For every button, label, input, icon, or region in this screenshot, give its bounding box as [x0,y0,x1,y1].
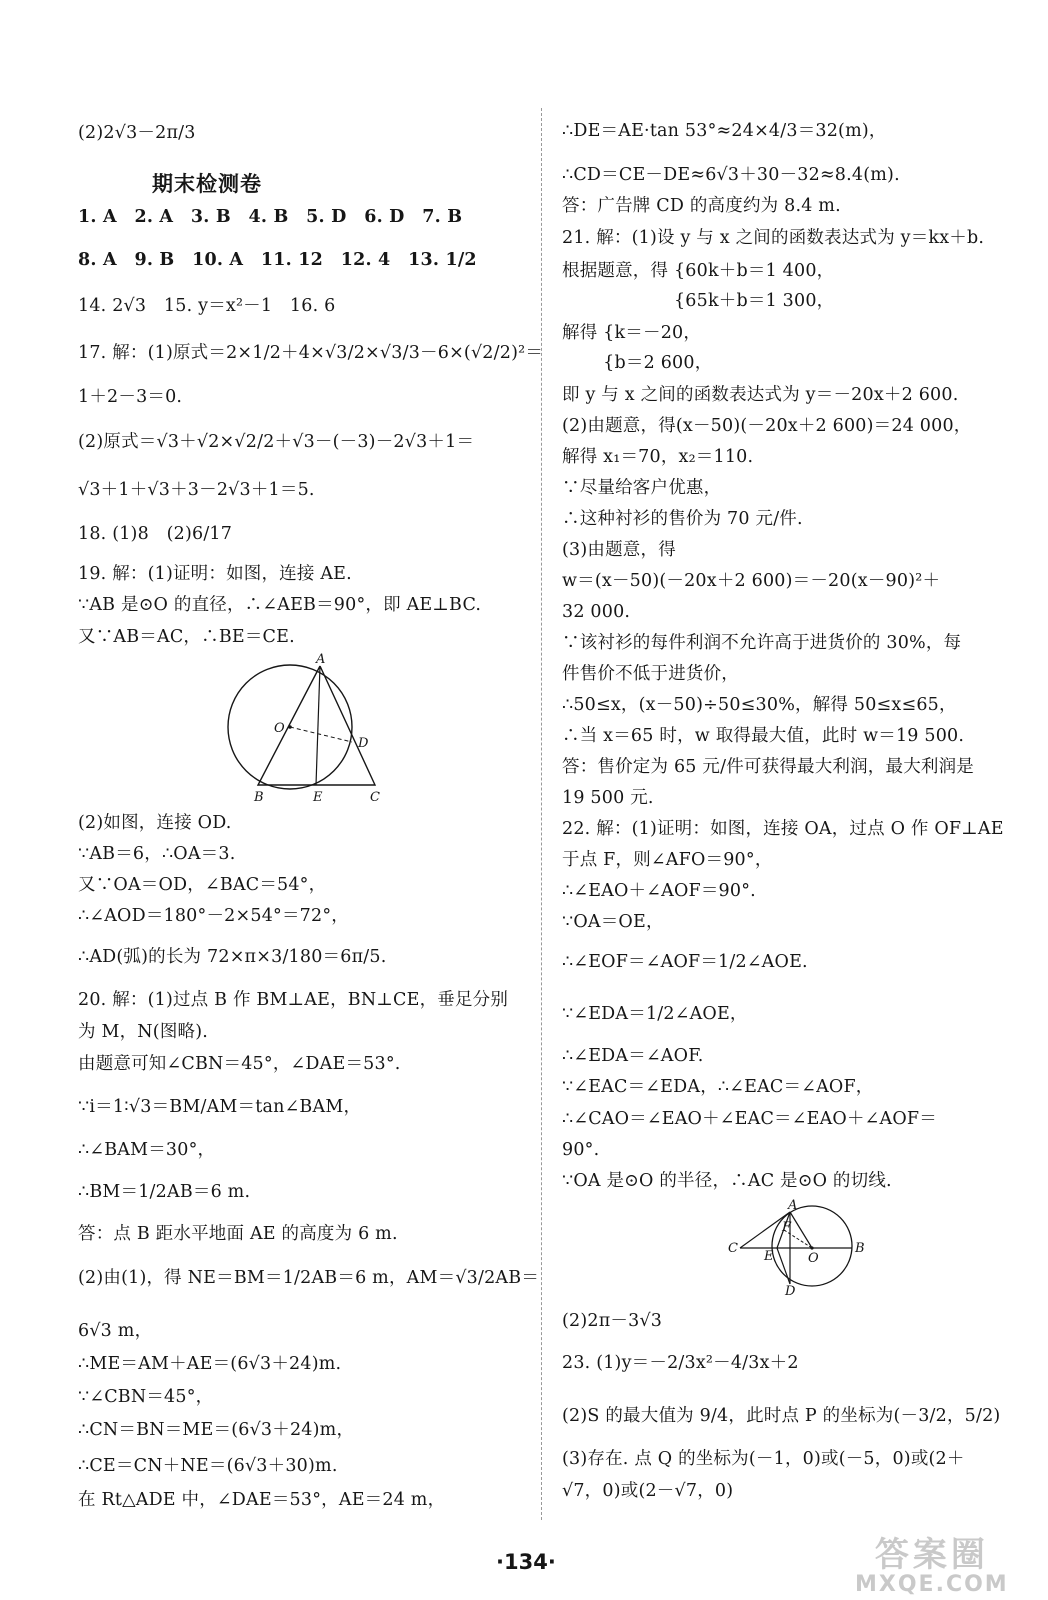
geometry-figure-tangent [722,1198,872,1298]
text-line: (2)由题意，得(x－50)(－20x＋2 600)＝24 000， [562,416,972,436]
text-line: 18. (1)8 (2)6/17 [78,524,233,544]
text-line: ∴DE＝AE·tan 53°≈24×4/3＝32(m)， [562,121,887,141]
figure2-label: F [782,1220,792,1235]
text-line: (2)如图，连接 OD. [78,813,232,833]
text-line: 21. 解：(1)设 y 与 x 之间的函数表达式为 y＝kx＋b. [562,228,985,248]
text-line: 答：售价定为 65 元/件可获得最大利润，最大利润是 [562,757,974,777]
watermark-url: MXQE.COM [855,1572,1009,1597]
text-line: 为 M，N(图略). [78,1022,209,1042]
text-line: 20. 解：(1)过点 B 作 BM⊥AE，BN⊥CE，垂足分别 [78,990,509,1010]
text-line: ∴CN＝BN＝ME＝(6√3＋24)m， [78,1420,355,1440]
text-line: (2)2√3－2π/3 [78,123,196,143]
text-line: ∴AD(弧)的长为 72×π×3/180＝6π/5. [78,947,387,967]
figure1-label: C [370,790,380,805]
geometry-figure-circle-triangle [210,652,410,807]
text-line: (2)原式＝√3＋√2×√2/2＋√3－(－3)－2√3＋1＝ [78,432,475,452]
column-divider [541,108,542,1520]
text-line: ∴∠BAM＝30°， [78,1140,216,1160]
text-line: 件售价不低于进货价， [562,664,739,684]
text-line: ∴50≤x，(x－50)÷50≤30%，解得 50≤x≤65， [562,695,957,715]
text-line: w＝(x－50)(－20x＋2 600)＝－20(x－90)²＋ [562,571,941,591]
text-line: ∴∠CAO＝∠EAO＋∠EAC＝∠EAO＋∠AOF＝ [562,1109,937,1129]
text-line: ∴∠AOD＝180°－2×54°＝72°， [78,906,349,926]
text-line: 17. 解：(1)原式＝2×1/2＋4×√3/2×√3/3－6×(√2/2)²＝ [78,343,544,363]
text-line: {65k＋b＝1 300， [562,291,835,311]
text-line: ∵AB 是⊙O 的直径，∴∠AEB＝90°，即 AE⊥BC. [78,595,482,615]
text-line: ∵∠EAC＝∠EDA，∴∠EAC＝∠AOF， [562,1077,874,1097]
text-line: (2)由(1)，得 NE＝BM＝1/2AB＝6 m，AM＝√3/2AB＝ [78,1268,540,1288]
text-line: √7，0)或(2－√7，0) [562,1481,734,1501]
figure1-label: O [274,721,285,736]
text-line: (2)S 的最大值为 9/4，此时点 P 的坐标为(－3/2，5/2) [562,1406,1001,1426]
text-line: 又∵OA＝OD，∠BAC＝54°， [78,875,327,895]
text-line: ∵尽量给客户优惠， [562,478,722,498]
text-line: ∵∠EDA＝1/2∠AOE， [562,1004,748,1024]
text-line: ∵∠CBN＝45°， [78,1387,214,1407]
figure2-label: E [764,1249,774,1264]
text-line: 23. (1)y＝－2/3x²－4/3x＋2 [562,1353,799,1373]
text-line: ∴ME＝AM＋AE＝(6√3＋24)m. [78,1354,342,1374]
figure2-label: O [808,1251,819,1266]
text-line: ∴∠EAO＋∠AOF＝90°. [562,881,756,901]
text-line: 于点 F，则∠AFO＝90°， [562,850,773,870]
text-line: 8. A 9. B 10. A 11. 12 12. 4 13. 1/2 [78,250,477,270]
text-line: ∵OA 是⊙O 的半径，∴AC 是⊙O 的切线. [562,1171,892,1191]
text-line: 答：广告牌 CD 的高度约为 8.4 m. [562,196,841,216]
text-line: 1. A 2. A 3. B 4. B 5. D 6. D 7. B [78,207,463,227]
text-line: {b＝2 600， [562,353,713,373]
text-line: (2)2π－3√3 [562,1311,663,1331]
figure2-label: D [785,1284,796,1298]
text-line: 在 Rt△ADE 中，∠DAE＝53°，AE＝24 m， [78,1490,446,1510]
figure1-label: A [316,652,326,667]
text-line: ∵该衬衫的每件利润不允许高于进货价的 30%，每 [562,633,962,653]
text-line: 由题意可知∠CBN＝45°，∠DAE＝53°. [78,1054,401,1074]
text-line: 90°. [562,1140,600,1160]
text-line: 19. 解：(1)证明：如图，连接 AE. [78,564,352,584]
text-line: ∴BM＝1/2AB＝6 m. [78,1182,251,1202]
text-line: 即 y 与 x 之间的函数表达式为 y＝－20x＋2 600. [562,385,959,405]
text-line: 答：点 B 距水平地面 AE 的高度为 6 m. [78,1224,398,1244]
text-line: ∴CD＝CE－DE≈6√3＋30－32≈8.4(m). [562,165,900,185]
text-line: 14. 2√3 15. y＝x²－1 16. 6 [78,296,336,316]
text-line: (3)存在. 点 Q 的坐标为(－1，0)或(－5，0)或(2＋ [562,1449,965,1469]
text-line: ∴∠EOF＝∠AOF＝1/2∠AOE. [562,952,808,972]
text-line: 又∵AB＝AC，∴BE＝CE. [78,627,295,647]
text-line: 解得 x₁＝70，x₂＝110. [562,447,754,467]
text-line: √3＋1＋√3＋3－2√3＋1＝5. [78,480,315,500]
text-line: ∴CE＝CN＋NE＝(6√3＋30)m. [78,1456,338,1476]
text-line: ∵AB＝6，∴OA＝3. [78,844,236,864]
text-line: 6√3 m， [78,1321,153,1341]
text-line: (3)由题意，得 [562,540,676,560]
text-line: 19 500 元. [562,788,654,808]
figure2-label: C [728,1241,738,1256]
text-line: 根据题意，得 {60k＋b＝1 400， [562,261,835,281]
figure1-label: E [313,790,323,805]
text-line: ∵i＝1∶√3＝BM/AM＝tan∠BAM， [78,1097,362,1117]
figure1-label: B [254,790,264,805]
text-line: 解得 {k＝－20， [562,323,702,343]
text-line: ∴当 x＝65 时，w 取得最大值，此时 w＝19 500. [562,726,965,746]
text-line: 32 000. [562,602,631,622]
text-line: 22. 解：(1)证明：如图，连接 OA，过点 O 作 OF⊥AE [562,819,1004,839]
text-line: ∵OA＝OE， [562,912,664,932]
watermark-logo [855,1535,1009,1597]
figure2-label: B [855,1241,865,1256]
watermark-text: 答案圈 [874,1535,989,1575]
figure2-label: A [788,1198,798,1213]
figure1-label: D [358,736,369,751]
text-line: 1＋2－3＝0. [78,387,183,407]
text-line: ∴这种衬衫的售价为 70 元/件. [562,509,803,529]
page-number: ·134· [496,1550,556,1574]
text-line: ∴∠EDA＝∠AOF. [562,1046,704,1066]
section-title: 期末检测卷 [152,172,262,196]
